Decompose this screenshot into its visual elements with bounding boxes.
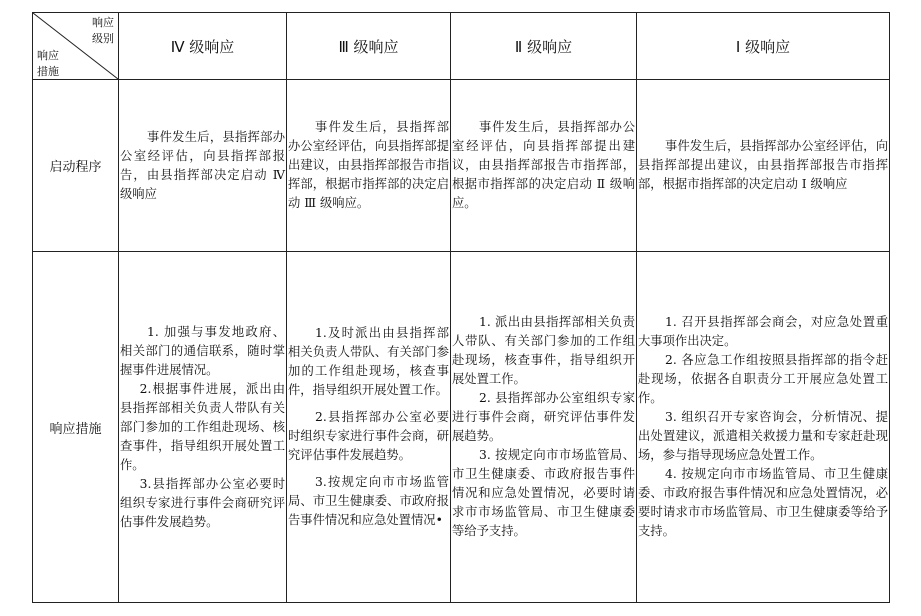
header-level-2: Ⅱ 级响应: [451, 13, 637, 80]
startup-cell-level-4: [119, 80, 287, 252]
startup-cell-level-2: [451, 80, 637, 252]
measure-item: 2.根据事件进展，派出由县指挥部相关负责人带队有关部门参加的工作组赴现场、核查事件，指导组织开展处置工作。: [120, 381, 285, 472]
measures-cell-level-2: [451, 252, 637, 603]
measure-item: 2.县指挥部办公室必要时组织专家进行事件会商，研究评估事件发展趋势。: [288, 410, 449, 462]
startup-cell-level-3: [287, 80, 451, 252]
startup-text-level-3: 事件发生后，县指挥部办公室经评估，向县指挥部提出建议，由县指挥部报告市指挥部，根据市指挥部的决定启动 Ⅲ 级响应。: [288, 120, 449, 210]
startup-row: [33, 80, 890, 252]
corner-top-label: [92, 15, 114, 47]
response-level-table: [32, 12, 890, 603]
measure-item: 2. 各应急工作组按照县指挥部的指令赶赴现场，依据各自职责分工开展应急处置工作。: [638, 353, 888, 405]
header-level-3: Ⅲ 级响应: [287, 13, 451, 80]
header-level-1: Ⅰ 级响应: [637, 13, 890, 80]
measures-row-label: 响应措施: [33, 252, 119, 603]
measures-row: [33, 252, 890, 603]
measure-item: 3.县指挥部办公室必要时组织专家进行事件会商研究评估事件发展趋势。: [120, 476, 285, 529]
startup-text-level-1: 事件发生后，县指挥部办公室经评估，向县指挥部提出建议，由县指挥部报告市指挥部，根据市指挥部的决定启动 Ⅰ 级响应: [638, 139, 888, 191]
corner-top-line2: 级别: [92, 32, 114, 45]
startup-text-level-4: 事件发生后，县指挥部办公室经评估，向县指挥部报告，由县指挥部决定启动 Ⅳ 级响应: [120, 129, 285, 201]
measure-item: 3. 组织召开专家咨询会，分析情况、提出处置建议，派遣相关救援力量和专家赶赴现场，参与指导现场应急处置工作。: [638, 410, 888, 462]
measures-cell-level-1: [637, 252, 890, 603]
measure-item: 1. 加强与事发地政府、相关部门的通信联系，随时掌握事件进展情况。: [120, 324, 285, 377]
measure-item: 4. 按规定向市市场监管局、市卫生健康委、市政府报告事件情况和应急处置情况，必要时请求市市场监管局、市卫生健康委等给予支持。: [638, 467, 888, 538]
measure-item: 2. 县指挥部办公室组织专家进行事件会商，研究评估事件发展趋势。: [452, 391, 635, 443]
corner-bottom-label: [37, 48, 59, 80]
measure-item: 1. 派出由县指挥部相关负责人带队、有关部门参加的工作组赴现场，核查事件，指导组织开展处置工作。: [452, 315, 635, 386]
measures-cell-level-3: [287, 252, 451, 603]
startup-row-label: 启动程序: [33, 80, 119, 252]
corner-bottom-line1: 响应: [37, 49, 59, 62]
measure-item: 1.及时派出由县指挥部相关负责人带队、有关部门参加的工作组赴现场，核查事件，指导组织开展处置工作。: [288, 326, 449, 397]
corner-cell: [33, 13, 119, 80]
header-level-4: Ⅳ 级响应: [119, 13, 287, 80]
header-row: [33, 13, 890, 80]
measures-cell-level-4: [119, 252, 287, 603]
corner-top-line1: 响应: [92, 16, 114, 29]
measure-item: 1. 召开县指挥部会商会，对应急处置重大事项作出决定。: [638, 315, 888, 348]
startup-cell-level-1: [637, 80, 890, 252]
startup-text-level-2: 事件发生后，县指挥部办公室经评估，向县指挥部提出建议，由县指挥部报告市指挥部，根据市指挥部的决定启动 Ⅱ 级响应。: [452, 120, 635, 210]
measure-item: 3. 按规定向市市场监管局、市卫生健康委、市政府报告事件情况和应急处置情况，必要时请求市市场监管局、市卫生健康委等给予支持。: [452, 448, 635, 538]
corner-bottom-line2: 措施: [37, 65, 59, 78]
measure-item: 3.按规定向市市场监管局、市卫生健康委、市政府报告事件情况和应急处置情况•: [288, 475, 449, 527]
